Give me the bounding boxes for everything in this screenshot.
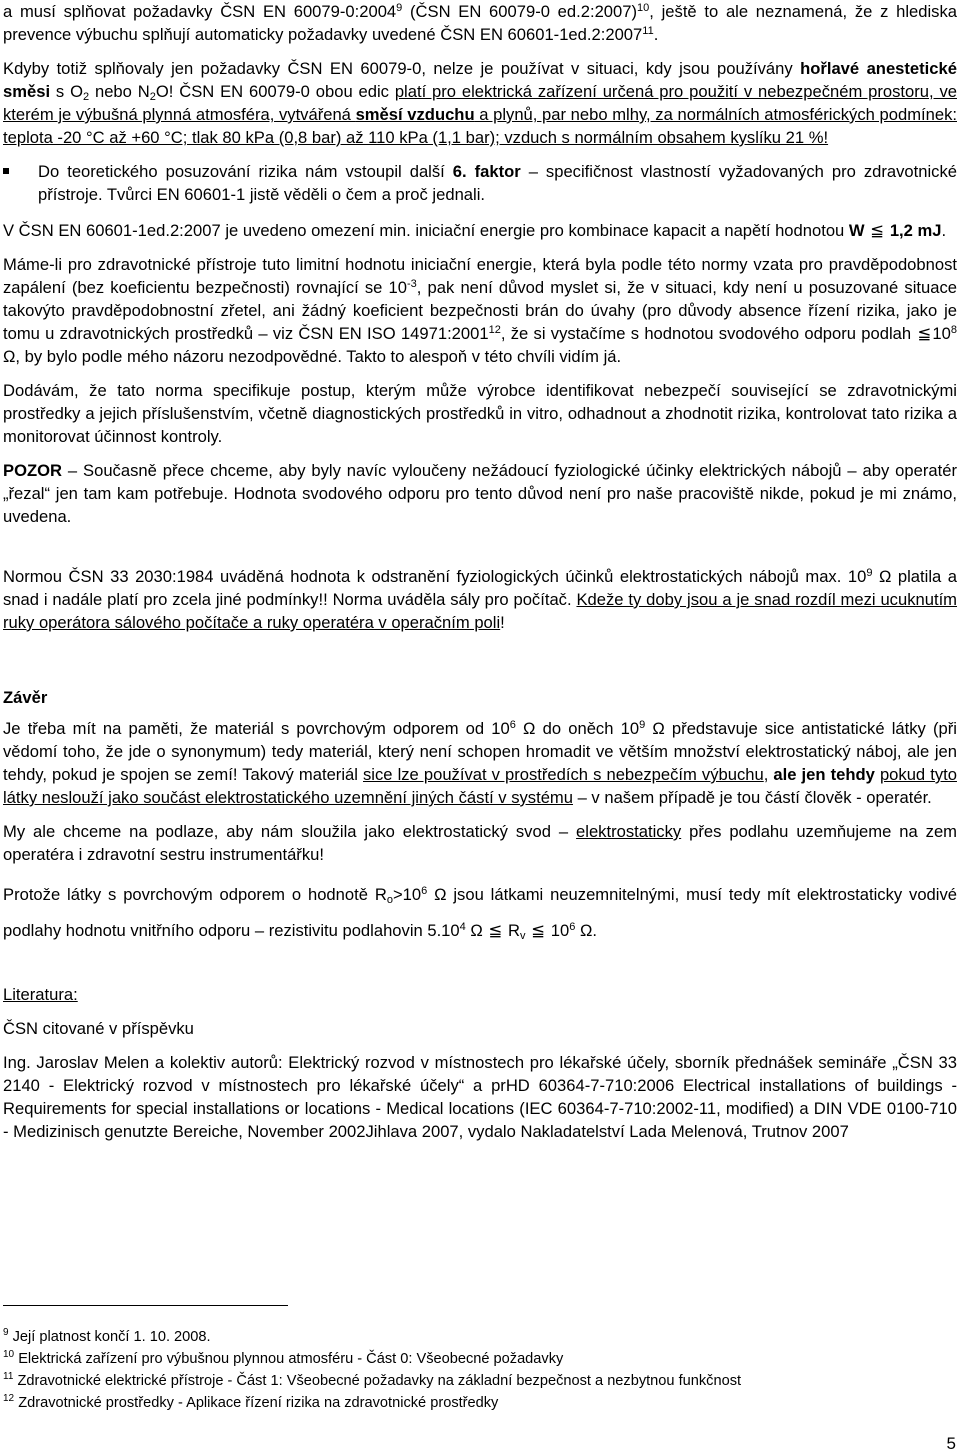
page-number: 5 <box>946 1434 956 1453</box>
literature-item: ČSN citované v příspěvku <box>3 1019 194 1038</box>
exponent: -3 <box>407 278 417 290</box>
literature-heading <box>3 983 957 1006</box>
footnote-text: Zdravotnické prostředky - Aplikace řízení rizika na zdravotnické prostředky <box>18 1395 499 1411</box>
less-equal-symbol: ≦ <box>870 221 885 240</box>
exponent: 4 <box>459 921 466 933</box>
text: – v našem případě je tou částí člověk - operatér. <box>572 788 932 807</box>
underlined-text: a plynů, par nebo mlhy, za normálních atmosférických podmínek: teplota -20 °C až +60 °C; tlak 80 kPa (0,8 bar) až 110 kPa (1,1 bar); vzduch s normálním obsahem kyslíku 21 %! <box>3 105 957 147</box>
exponent: 6 <box>509 719 516 731</box>
text: R <box>503 921 521 940</box>
literature-item: Ing. Jaroslav Melen a kolektiv autorů: Elektrický rozvod v místnostech pro lékařské účely, sborník přednášek semináře „ČSN 33 2140 - Elektrický rozvod v místnostech pro lékařské účely“ a prHD 60364-7-710:2006 Electrical installations of buildings - Requirements for special installations or locations - Medical locations (IEC 60364-7-710:2002-11, modified) a DIN VDE 0100-710 - Medizinisch genutzte Bereiche, November 2002Jihlava 2007, vydalo Nakladatelství Lada Melenová, Trutnov 2007 <box>3 1053 957 1141</box>
paragraph-intro <box>3 0 957 46</box>
exponent: 8 <box>950 324 957 336</box>
text: – Současně přece chceme, aby byly navíc vyloučeny nežádoucí fyziologické účinky elektrických nábojů – aby operatér „řezal“ jen tam kam potřebuje. Hodnota svodového odporu pro tento důvod není pro naše pracoviště nikde, pokud je mi známo, uvedena. <box>3 461 957 526</box>
less-equal-symbol: ≦ <box>531 921 546 940</box>
text: O! ČSN EN 60079-0 obou edic <box>155 82 395 101</box>
exponent: 9 <box>639 719 646 731</box>
paragraph-resistivity <box>3 877 957 949</box>
bullet-square-icon <box>3 168 9 174</box>
paragraph-warning <box>3 459 957 528</box>
text: , pak není důvod myslet si, že v situaci, kdy není u posuzované situace takovýto pravděpodobnostní zřetel, ani žádný koeficient bezpečnosti brán do úvahy (pro důvody absence řízení rizika, jako je tomu u zdravotnických prostředků – viz ČSN EN ISO 14971:2001 <box>3 278 957 343</box>
footnote-ref: 11 <box>642 25 654 37</box>
text: Normou ČSN 33 2030:1984 uváděná hodnota k odstranění fyziologických účinků elektrostatických nábojů max. 10 <box>3 567 867 586</box>
less-equal-symbol: ≦ <box>917 324 932 343</box>
exponent: 9 <box>866 567 873 579</box>
text: My ale chceme na podlaze, aby nám sloužila jako elektrostatický svod – <box>3 822 577 841</box>
text: Máme-li pro zdravotnické přístroje tuto limitní hodnotu iniciační energie, která byla podle této normy vzata pro pravděpodobnost zapálení (bez koeficientu bezpečnosti) rovnající se 10 <box>3 255 957 297</box>
footnote-ref: 12 <box>488 324 501 336</box>
footnotes <box>3 1326 953 1414</box>
text: a musí splňovat požadavky ČSN EN 60079-0:2004 <box>3 2 397 21</box>
text: Ω jsou látkami neuzemnitelnými, musí tedy mít elektrostaticky vodivé podlahy hodnotu vnitřního odporu – rezistivitu podlahovin 5.10 <box>3 885 958 940</box>
footnote-ref: 10 <box>637 2 650 14</box>
text: – specifičnost vlastností vyžadovaných pro zdravotnické přístroje. Tvůrci EN 60601-1 jistě věděli o čem a proč jednali. <box>38 162 957 204</box>
less-equal-symbol: ≦ <box>488 921 503 940</box>
underlined-text: Literatura: <box>3 985 78 1004</box>
text: , ještě to ale neznamená, že z hlediska prevence výbuchu splňují automaticky požadavky uvedené ČSN EN 60601-1ed.2:2007 <box>3 2 957 44</box>
bold-underlined-text: směsí vzduchu <box>355 105 475 124</box>
underlined-text: sice lze používat v prostředích s nebezpečím výbuchu <box>363 765 764 784</box>
bold-text: POZOR <box>3 461 63 480</box>
paragraph-conclusion <box>3 717 957 809</box>
footnote <box>3 1392 953 1414</box>
paragraph-anesthetics <box>3 57 957 149</box>
text: , že si vystačíme s hodnotou svodového odporu podlah <box>500 324 917 343</box>
text: Kdyby totiž splňovaly jen požadavky ČSN EN 60079-0, nelze je používat v situaci, kdy jsou používány <box>3 59 801 78</box>
footnote-text: Elektrická zařízení pro výbušnou plynnou atmosféru - Část 0: Všeobecné požadavky <box>18 1351 564 1367</box>
subscript: 2 <box>149 91 156 103</box>
subscript: v <box>520 930 526 942</box>
text: Je třeba mít na paměti, že materiál s povrchovým odporem od 10 <box>3 719 510 738</box>
paragraph-old-standard <box>3 565 957 634</box>
text: 10 <box>932 324 951 343</box>
bold-text: ale jen tehdy <box>773 765 875 784</box>
bold-text: 6. faktor <box>452 162 521 181</box>
footnote-separator <box>3 1305 288 1306</box>
bullet-item <box>3 160 957 206</box>
text: Ω představuje sice antistatické látky (při vědomí toho, že jde o synonymum) tedy materiál, který není schopen hromadit ve větším množství elektrostatický náboj, ale jen tehdy, pokud je spojen se zemí! Takový materiál <box>3 719 957 784</box>
footnote-ref: 9 <box>396 2 403 14</box>
text: přes podlahu uzemňujeme na zem operatéra i zdravotní sestru instrumentářku! <box>3 822 957 864</box>
text: Ω platila a snad i nadále platí pro zcela jiné podmínky!! Norma uváděla sály pro počítač. <box>3 567 957 609</box>
paragraph-limit-value <box>3 253 957 368</box>
bold-text: 1,2 mJ <box>889 221 942 240</box>
bold-text: hořlavé anestetické směsi <box>3 59 957 101</box>
footnote <box>3 1348 953 1370</box>
text: >10 <box>392 885 422 904</box>
document-body <box>3 0 957 1143</box>
underlined-text: platí pro elektrická zařízení určená pro použití v nebezpečném prostoru, ve kterém je výbušná plynná atmosféra, vytvářená <box>3 82 957 124</box>
paragraph-floor-grounding <box>3 820 957 866</box>
footnote-text: Její platnost končí 1. 10. 2008. <box>12 1329 211 1345</box>
text: Do teoretického posuzování rizika nám vstoupil další <box>38 162 453 181</box>
footnote <box>3 1326 953 1348</box>
exponent: 6 <box>569 921 576 933</box>
text: , <box>763 765 774 784</box>
bold-text: W <box>848 221 865 240</box>
text: nebo N <box>89 82 150 101</box>
subscript: 2 <box>82 91 90 103</box>
text: ! <box>500 613 505 632</box>
footnote <box>3 1370 953 1392</box>
section-heading-conclusion: Závěr <box>3 688 48 707</box>
text: Protože látky s povrchovým odporem o hodnotě R <box>3 885 387 904</box>
text: . <box>941 221 947 240</box>
footnote-number: 11 <box>3 1371 14 1382</box>
text: (ČSN EN 60079-0 ed.2:2007) <box>402 2 638 21</box>
footnote-number: 10 <box>3 1349 15 1360</box>
footnote-text: Zdravotnické elektrické přístroje - Část 1: Všeobecné požadavky na základní bezpečnost a nezbytnou funkčnost <box>17 1373 742 1389</box>
underlined-text: pokud tyto látky neslouží jako součást elektrostatického uzemnění jiných částí v systému <box>3 765 957 807</box>
text: Ω do oněch 10 <box>515 719 640 738</box>
footnote-number: 12 <box>3 1393 15 1404</box>
text: 10 <box>546 921 570 940</box>
text: Ω <box>465 921 488 940</box>
text: Ω, by bylo podle mého názoru nezodpovědné. Takto to alespoň v této chvíli vidím já. <box>3 347 622 366</box>
text: s O <box>50 82 83 101</box>
paragraph-standard-procedure: Dodávám, že tato norma specifikuje postup, kterým může výrobce identifikovat nebezpečí související se zdravotnickými prostředky a jejich příslušenstvím, včetně diagnostických prostředků in vitro, odhadnout a zhodnotit rizika, kontrolovat tato rizika a monitorovat účinnost kontroly. <box>3 381 957 446</box>
text: Ω. <box>575 921 597 940</box>
text: . <box>653 25 659 44</box>
footnote-number: 9 <box>3 1327 9 1338</box>
underlined-text: Kdeže ty doby jsou a je snad rozdíl mezi ucuknutím ruky operátora sálového počítače a ruky operatéra v operačním poli <box>3 590 958 632</box>
subscript: o <box>386 894 393 906</box>
underlined-text: elektrostaticky <box>576 822 682 841</box>
exponent: 6 <box>421 885 428 897</box>
text: V ČSN EN 60601-1ed.2:2007 je uvedeno omezení min. iniciační energie pro kombinace kapacit a napětí hodnotou <box>3 221 849 240</box>
paragraph-min-energy <box>3 217 957 245</box>
